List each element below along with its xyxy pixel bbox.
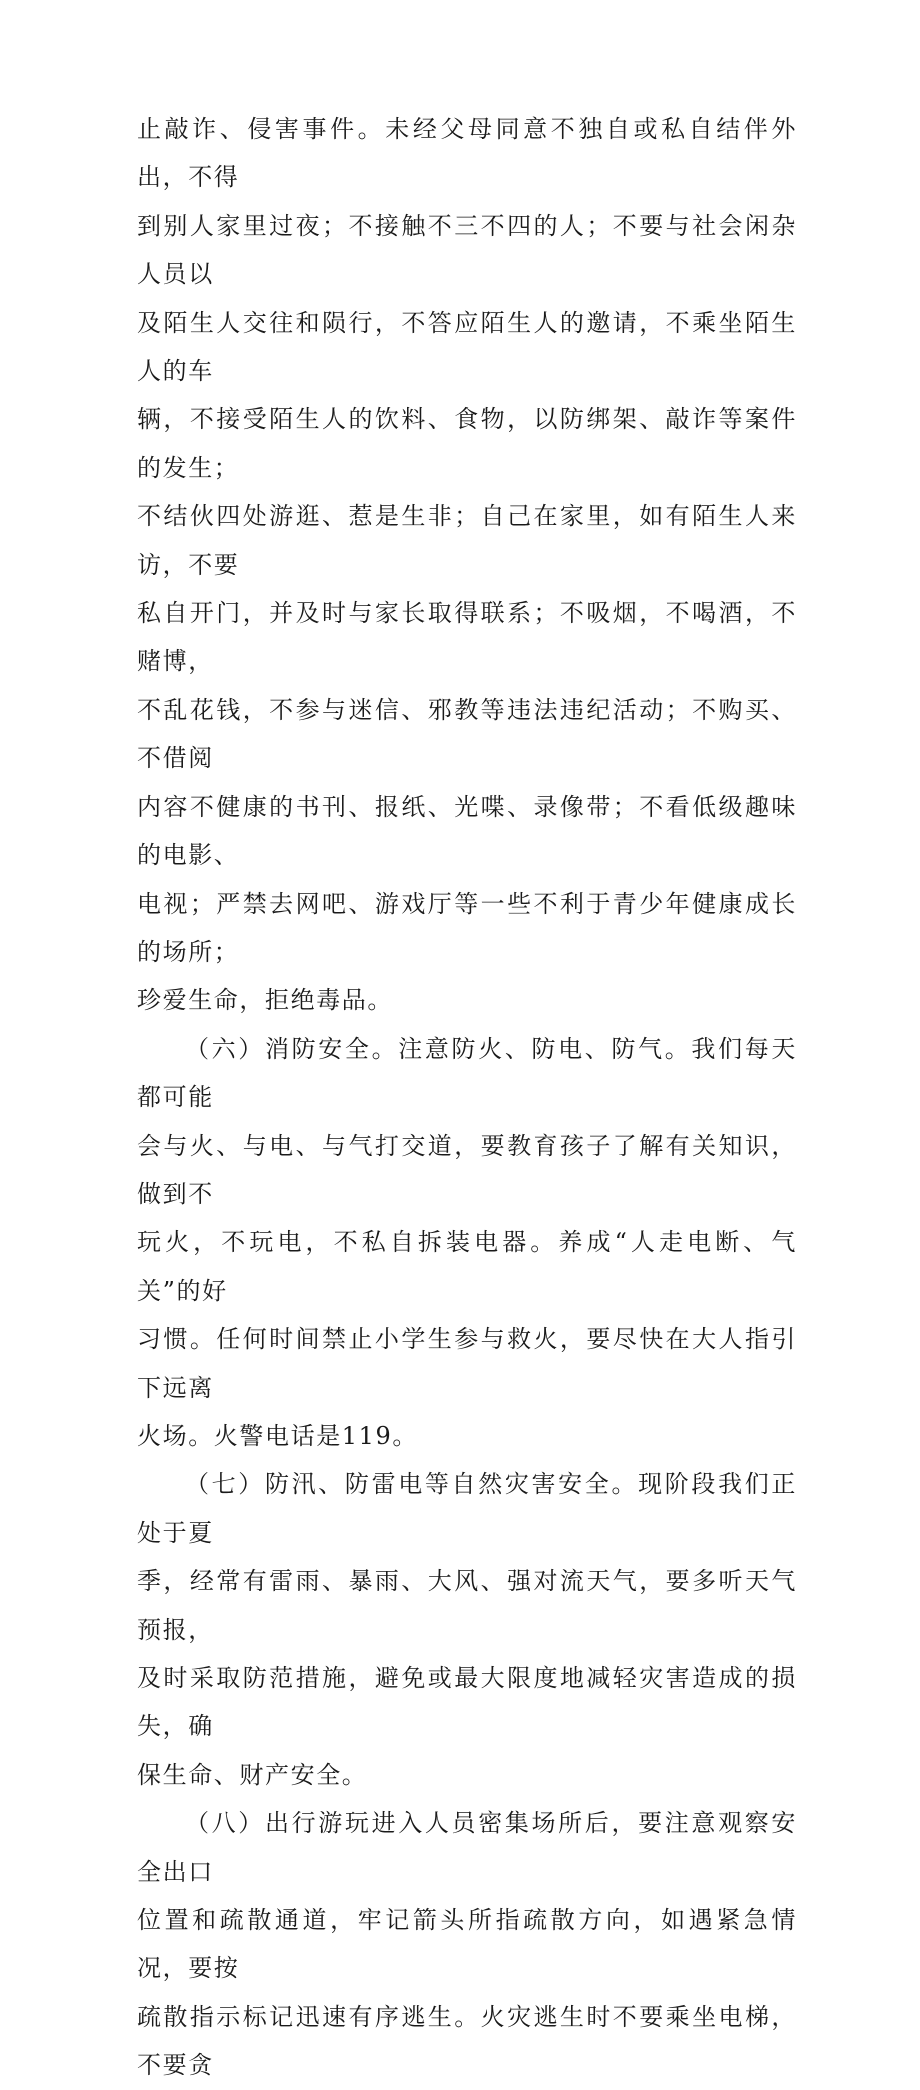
text-line: 玩火，不玩电，不私自拆装电器。养成“人走电断、气关”的好 bbox=[137, 1228, 797, 1305]
text-line: 季，经常有雷雨、暴雨、大风、强对流天气，要多听天气预报， bbox=[137, 1567, 797, 1644]
text-line: 止敲诈、侵害事件。未经父母同意不独自或私自结伴外出，不得 bbox=[137, 115, 797, 192]
paragraph-continuation bbox=[137, 105, 797, 1025]
text-line: 电视；严禁去网吧、游戏厅等一些不利于青少年健康成长的场所； bbox=[137, 889, 797, 966]
document-body bbox=[137, 105, 797, 2090]
text-line: 及陌生人交往和陨行，不答应陌生人的邀请，不乘坐陌生人的车 bbox=[137, 308, 797, 386]
text-line: （六）消防安全。注意防火、防电、防气。我们每天都可能 bbox=[137, 1034, 797, 1112]
text-line: 疏散指示标记迅速有序逃生。火灾逃生时不要乘坐电梯，不要贪 bbox=[137, 2002, 797, 2080]
text-line: 会与火、与电、与气打交道，要教育孩子了解有关知识，做到不 bbox=[137, 1131, 797, 1208]
text-line: 内容不健康的书刊、报纸、光喋、录像带；不看低级趣味的电影、 bbox=[137, 792, 797, 870]
text-line: 私自开门，并及时与家长取得联系；不吸烟，不喝酒，不赌博， bbox=[137, 599, 797, 676]
paragraph-fire-safety bbox=[137, 1025, 797, 1461]
text-line: （七）防汛、防雷电等自然灾害安全。现阶段我们正处于夏 bbox=[137, 1470, 797, 1547]
text-line: 习惯。任何时间禁止小学生参与救火，要尽快在大人指引下远离 bbox=[137, 1325, 797, 1402]
text-line: 火场。火警电话是119。 bbox=[137, 1421, 419, 1450]
text-line: 辆，不接受陌生人的饮料、食物，以防绑架、敲诈等案件的发生； bbox=[137, 405, 797, 482]
text-line: 珍爱生命，拒绝毒品。 bbox=[137, 986, 393, 1015]
text-line: （八）出行游玩进入人员密集场所后，要注意观察安全出口 bbox=[137, 1809, 797, 1886]
text-line: 到别人家里过夜；不接触不三不四的人；不要与社会闲杂人员以 bbox=[137, 211, 797, 289]
paragraph-natural-disaster-safety bbox=[137, 1460, 797, 1799]
paragraph-crowded-places-safety bbox=[137, 1799, 797, 2089]
text-line: 不结伙四处游逛、惹是生非；自己在家里，如有陌生人来访，不要 bbox=[137, 502, 797, 579]
text-line: 位置和疏散通道，牢记箭头所指疏散方向，如遇紧急情况，要按 bbox=[137, 1906, 797, 1983]
text-line: 保生命、财产安全。 bbox=[137, 1760, 368, 1789]
text-line: 不乱花钱，不参与迷信、邪教等违法违纪活动；不购买、不借阅 bbox=[137, 695, 797, 773]
text-line: 及时采取防范措施，避免或最大限度地减轻灾害造成的损失，确 bbox=[137, 1664, 797, 1741]
